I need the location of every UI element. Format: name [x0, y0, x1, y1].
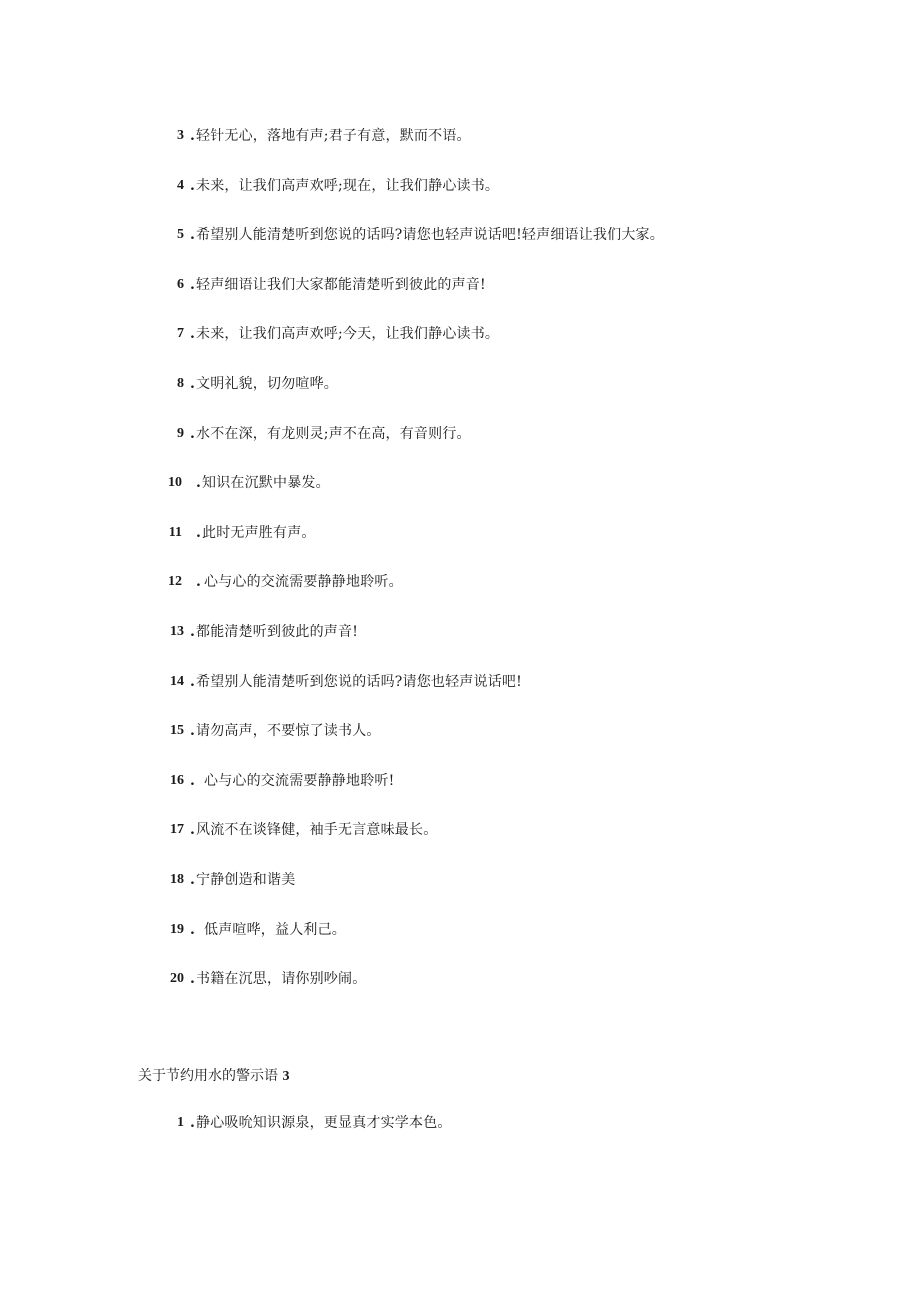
item-text: 低声喧哗，益人利己。: [204, 921, 346, 938]
item-text: 轻声细语让我们大家都能清楚听到彼此的声音!: [196, 276, 486, 293]
list-item: [0, 818, 920, 868]
item-text: 文明礼貌，切勿喧哗。: [196, 375, 338, 392]
slogan-list: [0, 124, 920, 1017]
slogan-list-2: [0, 1111, 920, 1161]
item-dot: .: [196, 524, 201, 541]
item-dot: .: [196, 475, 201, 492]
list-item: [0, 620, 920, 670]
item-number: 4: [177, 177, 184, 193]
item-dot: .: [190, 1115, 195, 1131]
item-text: 知识在沉默中暴发。: [202, 475, 330, 492]
list-item: [0, 918, 920, 968]
list-item: [0, 719, 920, 769]
item-number: 9: [177, 425, 184, 441]
item-number: 14: [170, 673, 184, 689]
item-dot: .: [190, 871, 195, 888]
item-text: 心与心的交流需要静静地聆听!: [204, 772, 395, 789]
item-text: 风流不在谈锋健，袖手无言意味最长。: [196, 822, 438, 839]
item-dot: .: [190, 375, 195, 392]
item-dot: .: [190, 921, 195, 938]
section-heading-text: 关于节约用水的警示语: [138, 1068, 278, 1084]
item-text: 希望别人能清楚听到您说的话吗?请您也轻声说话吧!: [196, 673, 522, 690]
list-item: [0, 322, 920, 372]
list-item: [0, 124, 920, 174]
item-dot: .: [190, 425, 195, 442]
list-item: [0, 1111, 920, 1161]
item-dot: .: [190, 673, 195, 690]
item-number: 7: [177, 326, 184, 342]
item-number: 10: [168, 475, 182, 491]
item-dot: .: [190, 326, 195, 343]
list-item: [0, 471, 920, 521]
item-number: 16: [170, 772, 184, 788]
item-text: 未来，让我们高声欢呼;今天，让我们静心读书。: [196, 326, 500, 343]
item-text: 水不在深，有龙则灵;声不在高，有音则行。: [196, 425, 471, 442]
item-number: 18: [170, 871, 184, 887]
item-number: 11: [168, 524, 182, 540]
item-text: 宁静创造和谐美: [196, 871, 296, 888]
item-number: 1: [177, 1115, 184, 1130]
item-dot: .: [190, 227, 195, 244]
item-number: 15: [170, 723, 184, 739]
item-text: 未来，让我们高声欢呼;现在，让我们静心读书。: [196, 177, 500, 194]
item-dot: .: [190, 128, 195, 144]
list-item: [0, 967, 920, 1017]
item-dot: .: [190, 623, 195, 640]
item-dot: .: [190, 723, 195, 740]
item-dot: .: [190, 177, 195, 194]
item-number: 3: [177, 128, 184, 143]
item-text: 静心吸吮知识源泉，更显真才实学本色。: [196, 1115, 452, 1131]
section-heading: [138, 1064, 289, 1089]
item-text: 希望别人能清楚听到您说的话吗?请您也轻声说话吧!轻声细语让我们大家。: [196, 227, 664, 244]
list-item: [0, 868, 920, 918]
item-number: 17: [170, 822, 184, 838]
item-dot: .: [196, 574, 201, 591]
list-item: [0, 670, 920, 720]
section-heading-number: 3: [282, 1069, 290, 1084]
list-item: [0, 372, 920, 422]
item-text: 轻针无心，落地有声;君子有意，默而不语。: [196, 128, 471, 144]
list-item: [0, 769, 920, 819]
item-dot: .: [190, 971, 195, 988]
item-text: 心与心的交流需要静静地聆听。: [204, 574, 403, 591]
item-dot: .: [190, 772, 195, 789]
list-item: [0, 521, 920, 571]
item-number: 5: [177, 227, 184, 243]
item-number: 8: [177, 375, 184, 391]
item-text: 书籍在沉思，请你别吵闹。: [196, 971, 367, 988]
item-number: 20: [170, 971, 184, 987]
item-number: 12: [168, 574, 182, 590]
item-dot: .: [190, 822, 195, 839]
item-dot: .: [190, 276, 195, 293]
list-item: [0, 223, 920, 273]
list-item: [0, 570, 920, 620]
item-text: 请勿高声，不要惊了读书人。: [196, 723, 381, 740]
item-number: 19: [170, 921, 184, 937]
list-item: [0, 273, 920, 323]
item-text: 此时无声胜有声。: [202, 524, 316, 541]
item-number: 6: [177, 276, 184, 292]
list-item: [0, 422, 920, 472]
item-number: 13: [170, 623, 184, 639]
item-text: 都能清楚听到彼此的声音!: [196, 623, 359, 640]
list-item: [0, 174, 920, 224]
